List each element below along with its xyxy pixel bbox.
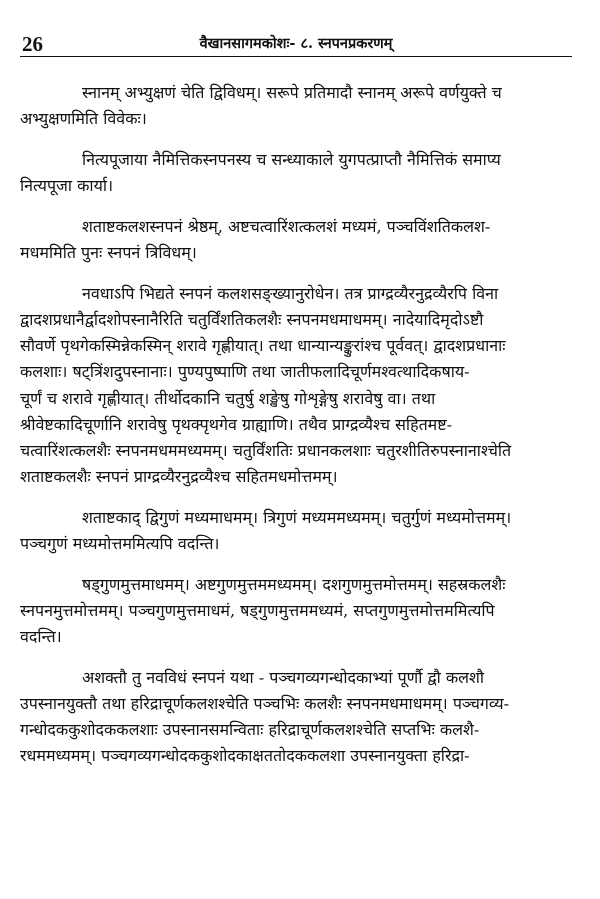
paragraph xyxy=(20,505,572,557)
text-line: चत्वारिंशत्कलशैः स्नपनमधममध्यमम्। चतुर्विंशतिः प्रधानकलशाः चतुरशीतिरुपस्नानाश्चेति xyxy=(20,440,512,460)
text-line: चूर्णं च शरावे गृह्णीयात्। तीर्थोदकानि चतुर्षु शङ्खेषु गोशृङ्गेषु शरावेषु वा। तथा xyxy=(20,388,436,408)
text-line: कलशाः। षट्त्रिंशदुपस्नानाः। पुण्यपुष्पाणि तथा जातीफलादिचूर्णमश्वत्थादिकषाय- xyxy=(20,362,470,382)
paragraph xyxy=(20,147,572,199)
text-line: उपस्नानयुक्तौ तथा हरिद्राचूर्णकलशश्चेति पञ्चभिः कलशैः स्नपनमधमाधमम्। पञ्चगव्य- xyxy=(20,694,510,714)
text-line: पञ्चगुणं मध्यमोत्तममित्यपि वदन्ति। xyxy=(20,534,220,554)
running-title: वैखानसागमकोशः- ८. स्नपनप्रकरणम् xyxy=(199,35,393,52)
text-line: गन्धोदककुशोदककलशाः उपस्नानसमन्विताः हरिद्राचूर्णकलशश्चेति सप्तभिः कलशै- xyxy=(20,720,480,740)
text-line: रधममध्यमम्। पञ्चगव्यगन्धोदककुशोदकाक्षततोदककलशा उपस्नानयुक्ता हरिद्रा- xyxy=(20,746,470,766)
text-line: स्नानम् अभ्युक्षणं चेति द्विविधम्। सरूपे प्रतिमादौ स्नानम् अरूपे वर्णयुक्ते च xyxy=(82,83,502,102)
text-line: अभ्युक्षणमिति विवेकः। xyxy=(20,109,147,129)
text-body xyxy=(20,80,572,770)
page-header xyxy=(20,34,572,57)
text-line: अशक्तौ तु नवविधं स्नपनं यथा - पञ्चगव्यगन्धोदकाभ्यां पूर्णौ द्वौ कलशौ xyxy=(82,667,485,687)
paragraph xyxy=(20,281,572,491)
text-line: नित्यपूजाया नैमित्तिकस्नपनस्य च सन्ध्याकाले युगपत्प्राप्तौ नैमित्तिकं समाप्य xyxy=(82,149,501,169)
text-line: शताष्टकाद् द्विगुणं मध्यमाधमम्। त्रिगुणं मध्यममध्यमम्। चतुर्गुणं मध्यमोत्तमम्। xyxy=(82,507,512,527)
paragraph xyxy=(20,572,572,651)
text-line: नित्यपूजा कार्या। xyxy=(20,176,114,196)
text-line: शताष्टकलशैः स्नपनं प्राग्द्रव्यैरनुद्रव्यैश्च सहितमधमोत्तमम्। xyxy=(20,467,338,487)
text-line: सौवर्णे पृथगेकस्मिन्नेकस्मिन् शरावे गृह्णीयात्। तथा धान्यान्यङ्कुरांश्च पूर्ववत्। द्वादशप्रधानाः xyxy=(20,336,506,356)
text-line: मधममिति पुनः स्नपनं त्रिविधम्। xyxy=(20,243,197,263)
page-number: 26 xyxy=(22,32,43,56)
text-line: नवधाऽपि भिद्यते स्नपनं कलशसङ्ख्यानुरोधेन। तत्र प्राग्द्रव्यैरनुद्रव्यैरपि विना xyxy=(82,283,499,303)
text-line: शताष्टकलशस्नपनं श्रेष्ठम्, अष्टचत्वारिंशत्कलशं मध्यमं, पञ्चविंशतिकलश- xyxy=(82,216,491,236)
text-line: वदन्ति। xyxy=(20,627,62,647)
text-line: श्रीवेष्टकादिचूर्णानि शरावेषु पृथक्पृथगेव ग्राह्याणि। तथैव प्राग्द्रव्यैश्च सहितमष्ट- xyxy=(20,414,453,434)
paragraph xyxy=(20,80,572,132)
paragraph xyxy=(20,214,572,266)
paragraph xyxy=(20,665,572,770)
text-line: स्नपनमुत्तमोत्तमम्। पञ्चगुणमुत्तमाधमं, षड्गुणमुत्तममध्यमं, सप्तगुणमुत्तमोत्तममित्यपि xyxy=(20,600,495,620)
text-line: षड्गुणमुत्तमाधमम्। अष्टगुणमुत्तममध्यमम्। दशगुणमुत्तमोत्तमम्। सहस्रकलशैः xyxy=(82,574,506,594)
text-line: द्वादशप्रधानैर्द्वादशोपस्नानैरिति चतुर्विंशतिकलशैः स्नपनमधमाधमम्। नादेयादिमृदोऽष्टौ xyxy=(20,309,484,329)
